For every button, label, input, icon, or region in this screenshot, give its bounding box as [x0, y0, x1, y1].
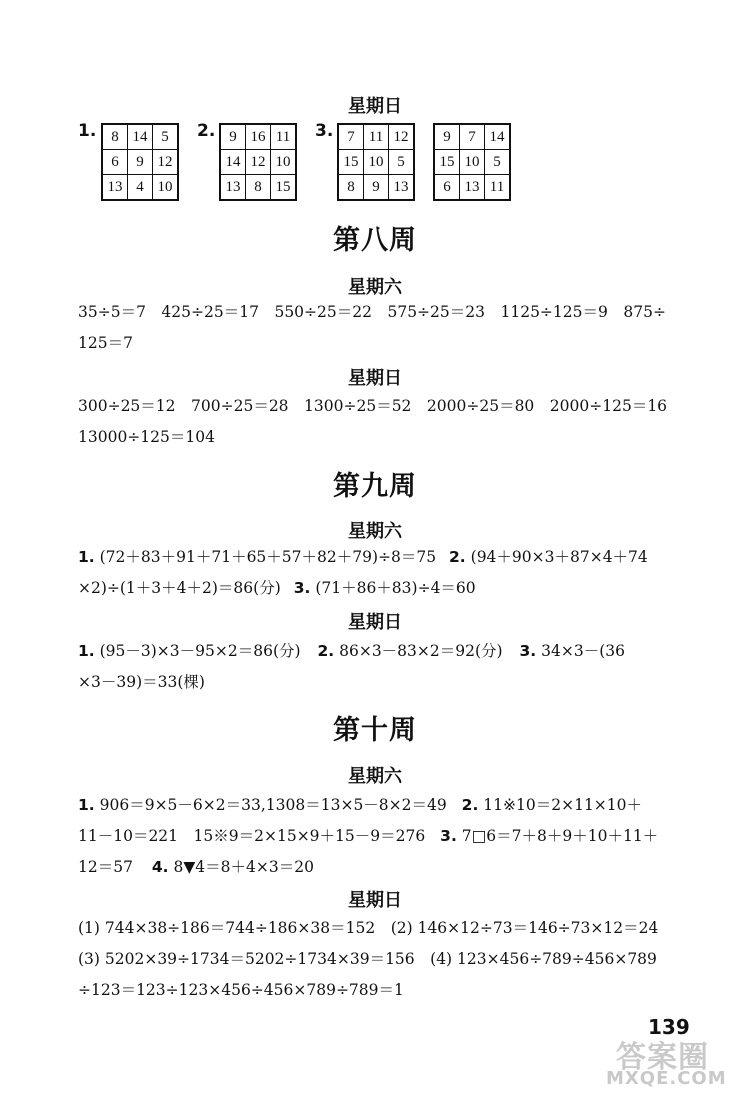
item-number: 1. [78, 642, 95, 660]
week10-sat-line2 [78, 826, 678, 846]
grid-cell: 5 [153, 124, 179, 150]
watermark-logo: 答案圈 [616, 1040, 709, 1075]
grid-row [102, 150, 178, 175]
answer-text: 34×3－(36 [541, 642, 625, 660]
item-number: 2. [461, 796, 479, 814]
week10-sun-heading: 星期日 [348, 890, 402, 911]
week8-sat-line2: 125＝7 [78, 334, 133, 352]
grid-cell: 15 [434, 150, 460, 175]
grid-row [338, 124, 414, 150]
week10-sun-line3: ÷123＝123÷123×456÷456×789÷789＝1 [78, 981, 404, 999]
grid-cell: 13 [102, 175, 128, 201]
grid-cell: 10 [364, 150, 389, 175]
grid-cell: 16 [246, 124, 271, 150]
grid-row [102, 175, 178, 201]
grid-label: 3. [315, 121, 334, 141]
grid-cell: 15 [338, 150, 364, 175]
grid-cell: 11 [485, 175, 511, 201]
grid-cell: 11 [271, 124, 297, 150]
answer-text: 906＝9×5－6×2＝33,1308＝13×5－8×2＝49 [99, 796, 447, 814]
grid-cell: 10 [153, 175, 179, 201]
week9-sat-line1 [78, 547, 678, 567]
grid-cell: 14 [220, 150, 246, 175]
item-number: 1. [78, 796, 95, 814]
week10-title: 第十周 [333, 715, 417, 746]
grid-label: 1. [78, 121, 97, 141]
grid-cell: 14 [485, 124, 511, 150]
week10-sat-heading: 星期六 [348, 766, 402, 787]
week9-sun-heading: 星期日 [348, 612, 402, 633]
week9-sat-heading: 星期六 [348, 521, 402, 542]
answer-text: (71＋86＋83)÷4＝60 [315, 579, 476, 597]
grid-row [338, 150, 414, 175]
magic-square-grid [337, 123, 415, 201]
grid-cell: 9 [364, 175, 389, 201]
week10-sat-line1 [78, 795, 678, 815]
grid-cell: 9 [434, 124, 460, 150]
answer-text: (94＋90×3＋87×4＋74 [470, 548, 648, 566]
grid-cell: 13 [389, 175, 415, 201]
magic-square-grid [219, 123, 297, 201]
week8-title: 第八周 [333, 225, 417, 256]
grid-cell: 15 [271, 175, 297, 201]
item-number: 1. [78, 548, 95, 566]
answer-text: 7□6＝7＋8＋9＋10＋11＋ [461, 827, 659, 845]
answer-text: ×3－39)＝33(棵) [78, 673, 205, 691]
grid-row [220, 150, 296, 175]
item-number: 2. [317, 642, 335, 660]
week8-sat-heading: 星期六 [348, 277, 402, 298]
week8-sun-heading: 星期日 [348, 368, 402, 389]
grid-cell: 5 [485, 150, 511, 175]
week8-sat-line1: 35÷5＝7 425÷25＝17 550÷25＝22 575÷25＝23 1125÷125＝9 875÷ [78, 303, 666, 321]
grid-row [102, 124, 178, 150]
grid-cell: 8 [338, 175, 364, 201]
answer-text: 11－10＝221 15※9＝2×15×9＋15－9＝276 [78, 827, 426, 845]
week10-sun-line1: (1) 744×38÷186＝744÷186×38＝152 (2) 146×12÷73＝146÷73×12＝24 [78, 919, 659, 937]
answer-text: (95－3)×3－95×2＝86(分) [99, 642, 301, 660]
day-heading-sunday-0: 星期日 [348, 96, 402, 117]
magic-square-grid [433, 123, 511, 201]
grid-cell: 6 [434, 175, 460, 201]
week9-sat-line2 [78, 578, 678, 598]
magic-square-grid [101, 123, 179, 201]
grid-cell: 9 [220, 124, 246, 150]
grid-row [220, 175, 296, 201]
grid-cell: 13 [220, 175, 246, 201]
grid-cell: 8 [102, 124, 128, 150]
grid-cell: 13 [460, 175, 485, 201]
item-number: 2. [449, 548, 466, 566]
answer-text: 12＝57 [78, 858, 133, 876]
week8-sun-line2: 13000÷125＝104 [78, 428, 215, 446]
grid-row [220, 124, 296, 150]
grid-row [338, 175, 414, 201]
grid-cell: 12 [153, 150, 179, 175]
answer-text: (72＋83＋91＋71＋65＋57＋82＋79)÷8＝75 [99, 548, 437, 566]
grid-cell: 10 [271, 150, 297, 175]
grid-cell: 11 [364, 124, 389, 150]
grid-cell: 14 [128, 124, 153, 150]
grid-row [434, 124, 510, 150]
item-number: 4. [151, 858, 169, 876]
grid-cell: 10 [460, 150, 485, 175]
week10-sat-line3 [78, 857, 678, 877]
watermark-url: MXQE.COM [606, 1068, 727, 1089]
grid-cell: 5 [389, 150, 415, 175]
page-number: 139 [648, 1015, 690, 1039]
answer-text: 8▼4＝8＋4×3＝20 [173, 858, 314, 876]
grid-cell: 7 [460, 124, 485, 150]
answer-text: 11※10＝2×11×10＋ [483, 796, 643, 814]
answer-text: 86×3－83×2＝92(分) [339, 642, 503, 660]
grid-cell: 8 [246, 175, 271, 201]
week8-sun-line1: 300÷25＝12 700÷25＝28 1300÷25＝52 2000÷25＝80 2000÷125＝16 [78, 397, 668, 415]
week9-title: 第九周 [333, 471, 417, 502]
answer-text: ×2)÷(1＋3＋4＋2)＝86(分) [78, 579, 281, 597]
grid-cell: 12 [246, 150, 271, 175]
grid-row [434, 150, 510, 175]
week9-sun-line2 [78, 672, 678, 692]
week9-sun-line1 [78, 641, 678, 661]
item-number: 3. [440, 827, 457, 845]
item-number: 3. [519, 642, 537, 660]
week10-sun-line2: (3) 5202×39÷1734＝5202÷1734×39＝156 (4) 123×456÷789÷456×789 [78, 950, 657, 968]
grid-row [434, 175, 510, 201]
grid-label: 2. [197, 121, 216, 141]
item-number: 3. [293, 579, 311, 597]
grid-cell: 7 [338, 124, 364, 150]
grid-cell: 12 [389, 124, 415, 150]
grid-cell: 9 [128, 150, 153, 175]
grid-cell: 4 [128, 175, 153, 201]
grid-cell: 6 [102, 150, 128, 175]
